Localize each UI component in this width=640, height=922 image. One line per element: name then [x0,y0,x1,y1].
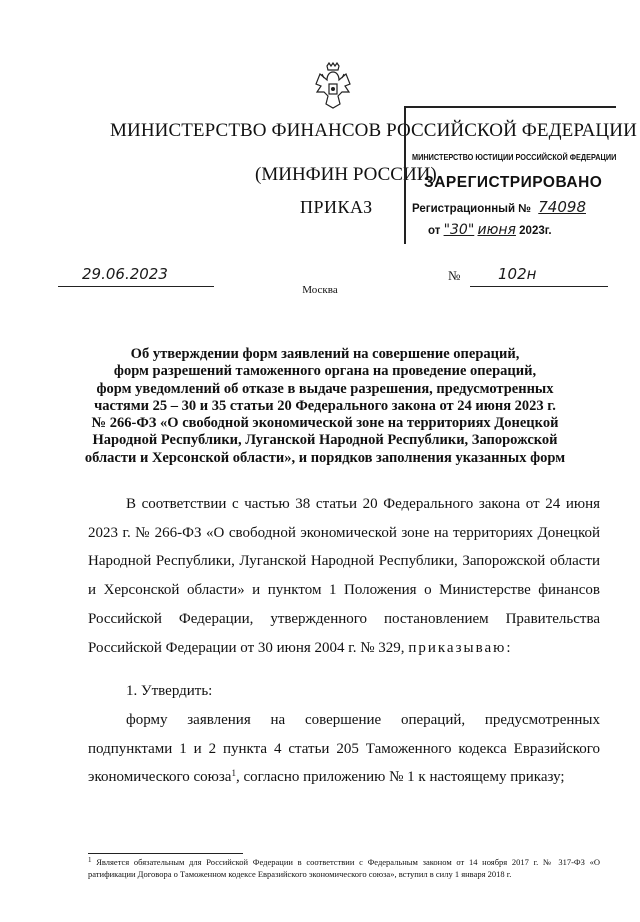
footnote-divider [88,853,243,854]
stamp-reg-number: 74098 [538,198,586,216]
preamble-paragraph [88,490,600,662]
clause-1-heading: 1. Утвердить: [126,683,213,699]
ministry-name: МИНИСТЕРСТВО ФИНАНСОВ РОССИЙСКОЙ ФЕДЕРАЦИИ [110,120,637,141]
stamp-date-prefix: от [428,225,441,237]
number-sign: № [448,268,461,283]
stamp-status: ЗАРЕГИСТРИРОВАНО [424,174,603,191]
clause-1-item-tail: , согласно приложению № 1 к настоящему приказу; [235,769,565,786]
stamp-date-month: июня [477,222,516,238]
order-title [80,346,570,467]
ministry-short-name: (МИНФИН РОССИИ) [255,164,437,185]
stamp-date [428,222,552,238]
coat-of-arms-emblem [312,62,354,112]
order-number: 102н [498,265,537,283]
footnote-text: Является обязательным для Российской Федерации в соответствии с Федеральным законом от 14 ноября 2017 г. № 317-ФЗ «О ратификации Договора о Таможенном кодексе Евразийского экономического союза», вступил в силу 1 января 2018 г. [88,857,600,879]
stamp-reg-label: Регистрационный № [412,203,532,215]
clause-1-item-text: форму заявления на совершение операций, предусмотренных подпунктами 1 и 2 пункта 4 статьи 205 Таможенного кодекса Евразийского экономического союза [88,712,600,786]
document-type: ПРИКАЗ [300,197,373,217]
stamp-date-year: 2023г. [519,225,552,237]
title-line: частями 25 – 30 и 35 статьи 20 Федерального закона от 24 июня 2023 г. [94,397,556,414]
order-word: приказываю: [408,639,513,656]
footnote [88,856,600,880]
stamp-date-day: "30" [443,222,475,238]
order-date: 29.06.2023 [82,265,168,283]
order-number-field [448,266,608,286]
title-line: Народной Республики, Луганской Народной Республики, Запорожской [92,432,558,449]
clause-1-item [88,706,600,792]
title-line: форм разрешений таможенного органа на проведение операций, [113,363,537,380]
stamp-organization: МИНИСТЕРСТВО ЮСТИЦИИ РОССИЙСКОЙ ФЕДЕРАЦИИ [412,152,617,162]
title-line: форм уведомлений об отказе в выдаче разрешения, предусмотренных [96,380,554,397]
title-line: № 266-ФЗ «О свободной экономической зоне на территориях Донецкой [91,415,559,432]
footnote-reference: 1 [231,768,236,779]
registration-stamp [404,106,616,244]
footnote-mark: 1 [88,856,92,864]
title-line: Об утверждении форм заявлений на совершение операций, [130,346,520,362]
city: Москва [302,284,338,296]
preamble-text: В соответствии с частью 38 статьи 20 Федерального закона от 24 июня 2023 г. № 266-ФЗ «О свободной экономической зоне на территориях Донецкой Народной Республики, Луганской Народной Республики, Запорожской области и Херсонской области» и пунктом 1 Положения о Министерстве финансов Российской Федерации, утвержденного постановлением Правительства Российской Федерации от 30 июня 2004 г. № 329, [88,496,600,656]
stamp-registration-number [412,198,586,216]
title-line: области и Херсонской области», и порядков заполнения указанных форм [84,449,566,466]
